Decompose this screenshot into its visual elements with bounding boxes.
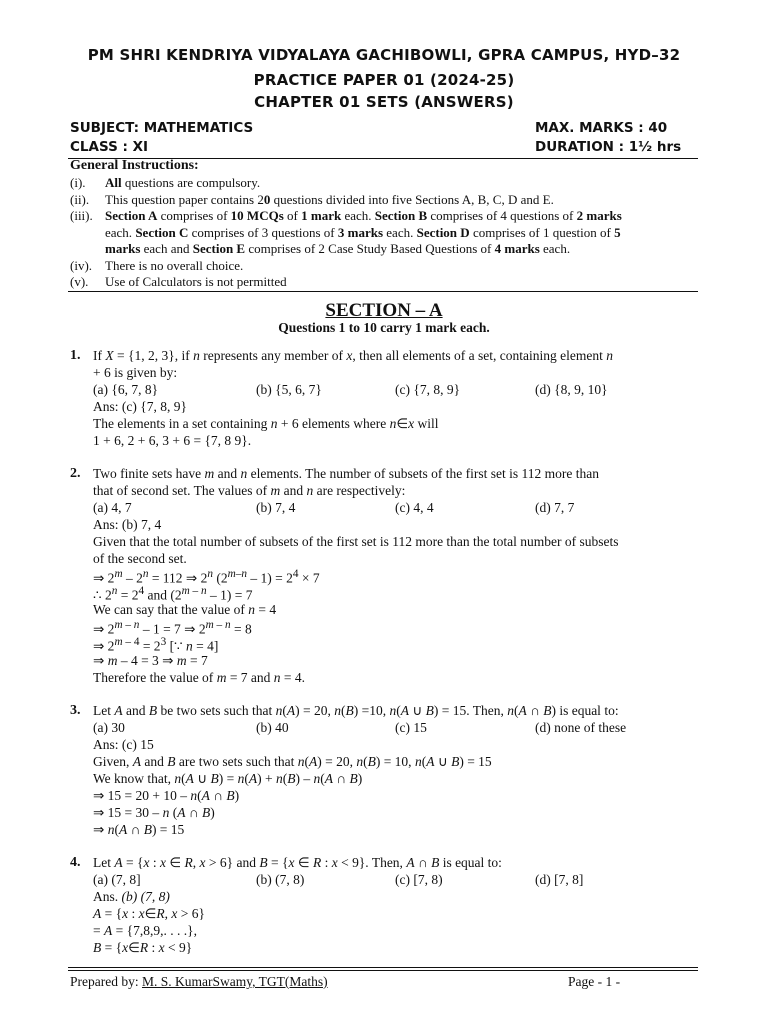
answer-option: (c) [7, 8)	[395, 872, 443, 887]
solution-line: We know that, n(A ∪ B) = n(A) + n(B) – n(A ∩ B)	[93, 771, 363, 786]
question-text: If X = {1, 2, 3}, if n represents any member of x, then all elements of a set, containing element n	[93, 348, 613, 363]
solution-line: = A = {7,8,9,. . . .},	[93, 923, 197, 938]
answer-option: (a) (7, 8]	[93, 872, 141, 887]
solution-line: of the second set.	[93, 551, 187, 566]
solution-line: The elements in a set containing n + 6 elements where n∈x will	[93, 416, 439, 431]
solution-line: B = {x∈R : x < 9}	[93, 940, 193, 955]
answer-option: (d) none of these	[535, 720, 627, 735]
solution-line: We can say that the value of n = 4	[93, 602, 277, 617]
question-number: 1.	[70, 348, 81, 363]
prepared-by-label: Prepared by:	[70, 974, 142, 989]
question-number: 4.	[70, 855, 81, 870]
instruction-item	[70, 208, 702, 225]
paper-title: PRACTICE PAPER 01 (2024-25)	[253, 71, 515, 89]
solution-line: ⇒ 15 = 20 + 10 – n(A ∩ B)	[93, 788, 240, 803]
answer-option: (d) {8, 9, 10}	[535, 382, 608, 397]
solution-line: Ans: (c) {7, 8, 9}	[93, 399, 187, 414]
question-number: 2.	[70, 466, 81, 481]
answer-option: (a) {6, 7, 8}	[93, 382, 159, 397]
instruction-item	[70, 241, 702, 258]
instruction-text: Use of Calculators is not permitted	[105, 274, 287, 289]
solution-line: ⇒ n(A ∩ B) = 15	[93, 822, 185, 837]
class-label: CLASS : XI	[70, 139, 149, 155]
instruction-number: (i).	[70, 175, 86, 190]
instructions-divider	[68, 291, 698, 292]
prepared-by	[70, 974, 328, 990]
instruction-text: marks each and Section E comprises of 2 Case Study Based Questions of 4 marks each.	[105, 241, 571, 256]
solution-line: ∴ $2^n = 2^4$ and (2$^{m - n}$ – 1) = 7	[93, 585, 253, 603]
answer-option: (c) {7, 8, 9}	[395, 382, 461, 397]
instruction-number: (v).	[70, 274, 89, 289]
question-text: Two finite sets have m and n elements. The number of subsets of the first set is 112 more than	[93, 466, 599, 481]
solution-line: Ans: (c) 15	[93, 737, 154, 752]
solution-line: A = {x : x∈R, x > 6}	[93, 906, 205, 921]
instructions-title: General Instructions:	[70, 158, 199, 173]
instruction-text: All questions are compulsory.	[105, 175, 261, 190]
instruction-number: (iii).	[70, 208, 93, 223]
answer-option: (b) (7, 8)	[256, 872, 305, 887]
solution-line: Therefore the value of m = 7 and n = 4.	[93, 670, 306, 685]
answer-option: (a) 4, 7	[93, 500, 132, 515]
solution-line: ⇒ 2$^{m - n}$ – 1 = 7 ⇒ $2^{m - n} = 8$	[93, 619, 252, 637]
answer-option: (d) 7, 7	[535, 500, 575, 515]
solution-line: Given, A and B are two sets such that n(A) = 20, n(B) = 10, n(A ∪ B) = 15	[93, 754, 492, 769]
solution-line: Ans. (b) (7, 8)	[93, 889, 170, 904]
question-text: that of second set. The values of m and n are respectively:	[93, 483, 406, 498]
answer-option: (c) 4, 4	[395, 500, 434, 515]
answer-option: (c) 15	[395, 720, 427, 735]
instruction-number: (ii).	[70, 191, 90, 207]
solution-line: ⇒ m – 4 = 3 ⇒ m = 7	[93, 653, 208, 668]
section-title: SECTION – A	[325, 300, 443, 321]
solution-line: ⇒ $2^{m - 4} = 2^3$ [∵ n = 4]	[93, 636, 219, 654]
answer-option: (b) 40	[256, 720, 289, 735]
instruction-item	[70, 258, 702, 275]
answer-option: (b) {5, 6, 7}	[256, 382, 322, 397]
max-marks-label: MAX. MARKS : 40	[535, 120, 668, 136]
question-text: Let A and B be two sets such that n(A) = 20, n(B) =10, n(A ∪ B) = 15. Then, n(A ∩ B) is equal to:	[93, 703, 619, 718]
instruction-item	[70, 175, 702, 192]
section-subtitle: Questions 1 to 10 carry 1 mark each.	[278, 320, 490, 335]
duration-label: DURATION : 1½ hrs	[535, 139, 682, 155]
subject-label: SUBJECT: MATHEMATICS	[70, 120, 254, 136]
author-name: M. S. KumarSwamy, TGT(Maths)	[141, 974, 328, 989]
question-number: 3.	[70, 703, 81, 718]
solution-line: ⇒ 15 = 30 – n (A ∩ B)	[93, 805, 215, 820]
instruction-item	[70, 192, 702, 209]
solution-line: Ans: (b) 7, 4	[93, 517, 162, 532]
instruction-item	[70, 225, 702, 242]
chapter-title: CHAPTER 01 SETS (ANSWERS)	[254, 93, 514, 111]
solution-line: 1 + 6, 2 + 6, 3 + 6 = {7, 8 9}.	[93, 433, 252, 448]
answer-option: (b) 7, 4	[256, 500, 296, 515]
answer-option: (a) 30	[93, 720, 125, 735]
instruction-text: each. Section C comprises of 3 questions of 3 marks each. Section D comprises of 1 question of 5	[105, 224, 621, 240]
instruction-text: Section A comprises of 10 MCQs of 1 mark each. Section B comprises of 4 questions of 2 marks	[105, 208, 622, 223]
instruction-text: There is no overall choice.	[105, 257, 244, 273]
instruction-item	[70, 274, 702, 291]
answer-option: (d) [7, 8]	[535, 872, 584, 887]
page-number: Page - 1 -	[568, 974, 621, 989]
solution-line: ⇒ $2^m - 2^n = 112$ ⇒ 2$^n$ $(2^{m-n} - 1) = 2^4 \times 7$	[93, 568, 320, 586]
footer-divider-bottom	[68, 970, 698, 971]
question-text: Let A = {x : x ∈ R, x > 6} and B = {x ∈ R : x < 9}. Then, A ∩ B is equal to:	[93, 855, 502, 870]
instruction-text: This question paper contains 20 questions divided into five Sections A, B, C, D and E.	[105, 191, 554, 207]
solution-line: Given that the total number of subsets of the first set is 112 more than the total number of subsets	[93, 534, 619, 549]
footer-divider-top	[68, 967, 698, 968]
school-name: PM SHRI KENDRIYA VIDYALAYA GACHIBOWLI, GPRA CAMPUS, HYD–32	[87, 46, 681, 64]
question-text: + 6 is given by:	[93, 365, 178, 380]
instruction-number: (iv).	[70, 257, 93, 273]
